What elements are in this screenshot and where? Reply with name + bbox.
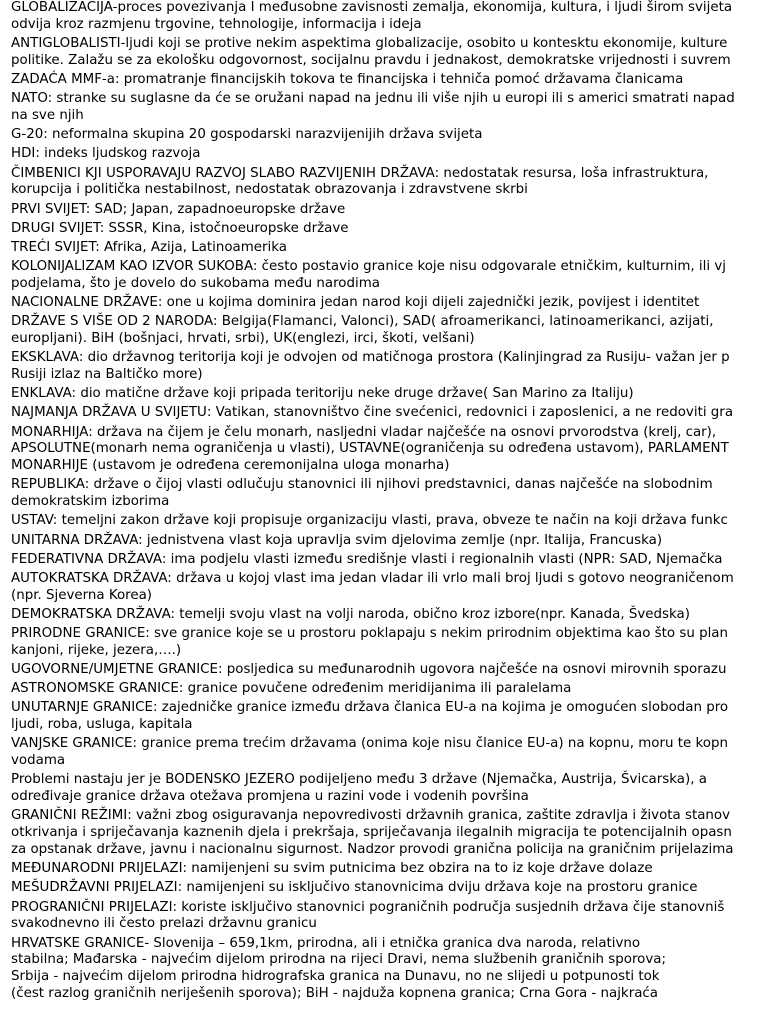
- text-line: PRIRODNE GRANICE: sve granice koje se u prostoru poklapaju s nekim prirodnim objektima kao što su plan: [11, 626, 728, 642]
- text-line: ČIMBENICI KJI USPORAVAJU RAZVOJ SLABO RAZVIJENIH DRŽAVA: nedostatak resursa, loša infrastruktura,: [11, 165, 709, 181]
- text-line: demokratskim izborima: [11, 494, 170, 510]
- paragraph: [11, 700, 768, 734]
- text-line: HDI: indeks ljudskog razvoja: [11, 146, 201, 162]
- text-line: ENKLAVA: dio matične države koji pripada teritoriju neke druge države( San Marino za Italiju): [11, 386, 634, 402]
- paragraph: [11, 662, 768, 679]
- text-line: HRVATSKE GRANICE- Slovenija – 659,1km, prirodna, ali i etnička granica dva naroda, relativno: [11, 935, 641, 951]
- text-line: PROGRANIČNI PRIJELAZI: koriste isključivo stanovnici pograničnih područja susjednih država čije stanovniš: [11, 899, 725, 915]
- text-line: ASTRONOMSKE GRANICE: granice povučene određenim meridijanima ili paralelama: [11, 681, 572, 697]
- text-line: NATO: stranke su suglasne da će se oružani napad na jednu ili više njih u europi ili s americi smatrati napad: [11, 91, 735, 107]
- text-line: svakodnevno ili često prelazi državnu granicu: [11, 916, 317, 932]
- paragraph: [11, 880, 768, 897]
- text-line: GRANIČNI REŽIMI: važni zbog osiguravanja nepovredivosti državnih granica, zaštite zdravlja i života stanov: [11, 808, 731, 824]
- paragraph: [11, 221, 768, 238]
- text-line: Rusiji izlaz na Baltičko more): [11, 367, 203, 383]
- paragraph: [11, 736, 768, 770]
- paragraph: [11, 146, 768, 163]
- text-line: otkrivanja i spriječavanja kaznenih djela i prekršaja, spriječavanja ilegalnih migracija te potencijalnih opasn: [11, 825, 732, 841]
- paragraph: [11, 607, 768, 624]
- paragraph: [11, 295, 768, 312]
- paragraph: [11, 900, 768, 934]
- paragraph: [11, 202, 768, 219]
- text-line: DRUGI SVIJET: SSSR, Kina, istočnoeuropske države: [11, 220, 349, 236]
- paragraph: [11, 552, 768, 569]
- text-line: MONARHIJE (ustavom je određena ceremonijalna uloga monarha): [11, 458, 450, 474]
- text-line: UNITARNA DRŽAVA: jednistvena vlast koja upravlja svim djelovima zemlje (npr. Italija, Francuska): [11, 532, 663, 548]
- text-line: odvija kroz razmjenu trgovine, tehnologije, informacija i ideja: [11, 16, 422, 32]
- text-line: stabilna; Mađarska - najvećim dijelom prirodna na rijeci Dravi, nema službenih graničnih sporova;: [11, 952, 667, 968]
- text-line: REPUBLIKA: države o čijoj vlasti odlučuju stanovnici ili njihovi predstavnici, danas najčešće na slobodnim: [11, 477, 713, 493]
- text-line: (npr. Sjeverna Korea): [11, 587, 153, 603]
- paragraph: [11, 36, 768, 70]
- text-line: DEMOKRATSKA DRŽAVA: temelji svoju vlast na volji naroda, obično kroz izbore(npr. Kanada, Švedska): [11, 606, 690, 622]
- paragraph: [11, 240, 768, 257]
- paragraph: [11, 533, 768, 550]
- paragraph: [11, 0, 768, 34]
- text-line: Problemi nastaju jer je BODENSKO JEZERO podijeljeno među 3 države (Njemačka, Austrija, Švicarska), a: [11, 772, 707, 788]
- paragraph: [11, 626, 768, 660]
- paragraph: [11, 861, 768, 878]
- paragraph: [11, 166, 768, 200]
- text-line: ljudi, roba, usluga, kapitala: [11, 717, 193, 733]
- paragraph: [11, 425, 768, 475]
- text-line: FEDERATIVNA DRŽAVA: ima podjelu vlasti između središnje vlasti i regionalnih vlasti (NPR: SAD, Njemačka: [11, 551, 723, 567]
- text-line: ZADAĆA MMF-a: promatranje financijskih tokova te financijska i tehniča pomoć državama članicama: [11, 71, 684, 87]
- text-line: za opstanak države, javnu i nacionalnu sigurnost. Nadzor provodi granična policija na graničnim prijelazima: [11, 841, 734, 857]
- text-line: GLOBALIZACIJA-proces povezivanja I međusobne zavisnosti zemalja, ekonomija, kultura, i ljudi širom svijeta: [11, 0, 733, 15]
- text-line: na sve njih: [11, 107, 84, 123]
- paragraph: [11, 314, 768, 348]
- text-line: KOLONIJALIZAM KAO IZVOR SUKOBA: često postavio granice koje nisu odgovarale etničkim, kulturnim, ili vj: [11, 259, 726, 275]
- text-line: NAJMANJA DRŽAVA U SVIJETU: Vatikan, stanovništvo čine svećenici, redovnici i zaposlenici, a ne redoviti gra: [11, 405, 734, 421]
- paragraph: [11, 808, 768, 858]
- text-line: AUTOKRATSKA DRŽAVA: država u kojoj vlast ima jedan vladar ili vrlo mali broj ljudi s gotovo neograničenom: [11, 570, 734, 586]
- text-line: određivaje granice država otežava promjena u razini vode i vodenih površina: [11, 789, 529, 805]
- paragraph: [11, 405, 768, 422]
- text-line: G-20: neformalna skupina 20 gospodarski narazvijenijih država svijeta: [11, 127, 483, 143]
- text-line: politike. Zalažu se za ekološku odgovornost, socijalnu pravdu i jednakost, demokratske vrijednosti i suvrem: [11, 52, 731, 68]
- text-line: MEŠUDRŽAVNI PRIJELAZI: namijenjeni su isključivo stanovnicima dviju država koje na prostoru granice: [11, 880, 698, 896]
- text-line: UGOVORNE/UMJETNE GRANICE: posljedica su međunarodnih ugovora najčešće na osnovi mirovnih sporazu: [11, 662, 727, 678]
- text-line: EKSKLAVA: dio državnog teritorija koji je odvojen od matičnoga prostora (Kalinjingrad za Rusiju- važan jer p: [11, 350, 730, 366]
- text-line: europljani). BiH (bošnjaci, hrvati, srbi), UK(englezi, irci, škoti, velšani): [11, 331, 475, 347]
- paragraph: [11, 936, 768, 1003]
- text-line: podjelama, što je dovelo do sukobama među narodima: [11, 275, 380, 291]
- paragraph: [11, 571, 768, 605]
- text-line: MONARHIJA: država na čijem je čelu monarh, nasljedni vladar najčešće na osnovi prvorodstva (krelj, car),: [11, 424, 717, 440]
- paragraph: [11, 350, 768, 384]
- text-line: TREĆI SVIJET: Afrika, Azija, Latinoamerika: [11, 239, 287, 255]
- paragraph: [11, 681, 768, 698]
- text-line: USTAV: temeljni zakon države koji propisuje organizaciju vlasti, prava, obveze te način na koji država funkc: [11, 513, 728, 529]
- text-line: VANJSKE GRANICE: granice prema trećim državama (onima koje nisu članice EU-a) na kopnu, moru te kopn: [11, 736, 728, 752]
- text-line: Srbija - najvećim dijelom prirodna hidrografska granica na Dunavu, no ne slijedi u potpunosti tok: [11, 969, 660, 985]
- paragraph: [11, 259, 768, 293]
- text-line: MEĐUNARODNI PRIJELAZI: namijenjeni su svim putnicima bez obzira na to iz koje države dolaze: [11, 861, 653, 877]
- paragraph: [11, 386, 768, 403]
- paragraph: [11, 477, 768, 511]
- text-line: UNUTARNJE GRANICE: zajedničke granice između država članica EU-a na kojima je omogućen slobodan pro: [11, 700, 729, 716]
- paragraph: [11, 72, 768, 89]
- paragraph: [11, 513, 768, 530]
- text-line: korupcija i politička nestabilnost, nedostatak obrazovanja i zdravstvene skrbi: [11, 182, 528, 198]
- paragraph: [11, 772, 768, 806]
- text-line: kanjoni, rijeke, jezera,….): [11, 642, 182, 658]
- text-line: (čest razlog graničnih neriješenih sporova); BiH - najduža kopnena granica; Crna Gora - najkraća: [11, 985, 658, 1001]
- text-line: vodama: [11, 753, 66, 769]
- paragraph: [11, 127, 768, 144]
- text-line: PRVI SVIJET: SAD; Japan, zapadnoeuropske države: [11, 201, 346, 217]
- text-line: DRŽAVE S VIŠE OD 2 NARODA: Belgija(Flamanci, Valonci), SAD( afroamerikanci, latinoamerikanci, azijati,: [11, 314, 714, 330]
- text-line: NACIONALNE DRŽAVE: one u kojima dominira jedan narod koji dijeli zajednički jezik, povijest i identitet: [11, 295, 700, 311]
- text-line: APSOLUTNE(monarh nema ograničenja u vlasti), USTAVNE(ograničenja su određena ustavom), PARLAMENT: [11, 441, 729, 457]
- document-page: [11, 0, 768, 1024]
- text-line: ANTIGLOBALISTI-ljudi koji se protive nekim aspektima globalizacije, osobito u kontesktu ekonomije, kulture: [11, 35, 728, 51]
- paragraph: [11, 91, 768, 125]
